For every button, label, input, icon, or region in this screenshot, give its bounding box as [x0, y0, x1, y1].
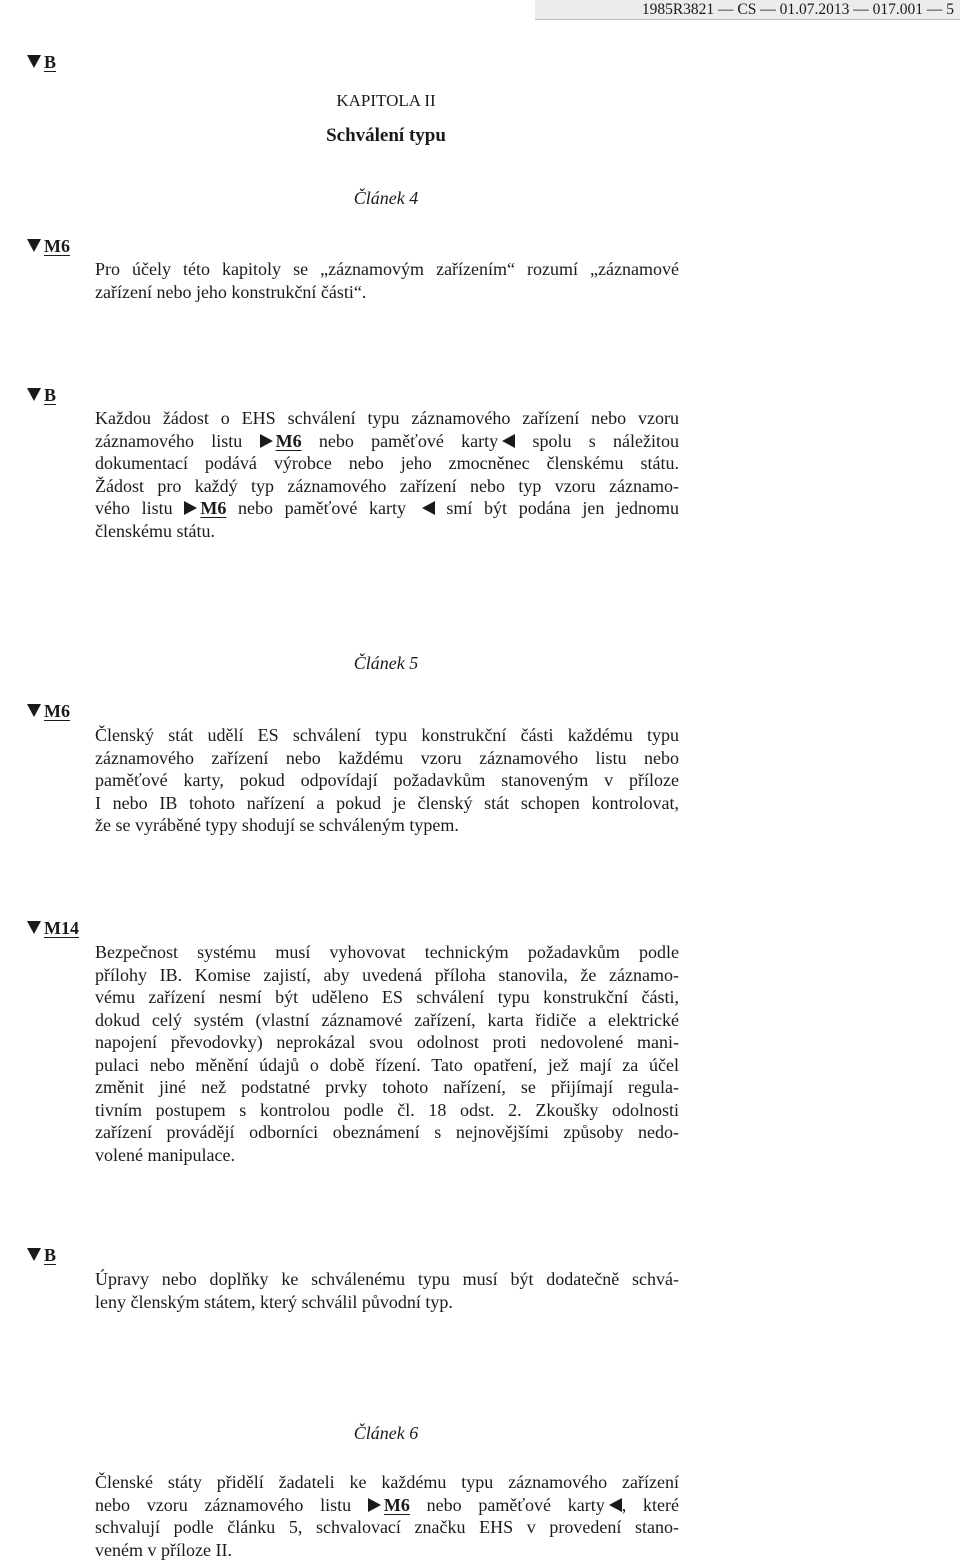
triangle-down-icon	[27, 1248, 41, 1261]
article-4-heading: Článek 4	[353, 188, 419, 208]
triangle-down-icon	[27, 55, 41, 68]
amendment-marker-b: B	[27, 385, 56, 405]
paragraph-article-5: Členský stát udělí ES schválení typu konstrukční části každému typu záznamového zařízení nebo každému vzoru záznamového listu nebo paměťové karty, pokud odpovídají požadavkům stanoveným v příloze I nebo IB tohoto nařízení a pokud je členský stát schopen kontrolovat, že se vyráběné typy shodují se schváleným typem.	[95, 725, 679, 835]
triangle-down-icon	[27, 388, 41, 401]
arrow-right-icon	[184, 501, 197, 515]
paragraph-article-4: Pro účely této kapitoly se „záznamovým zařízením“ rozumí „záznamové zařízení nebo jeho konstrukční části“.	[95, 259, 679, 302]
page-header: 1985R3821 — CS — 01.07.2013 — 017.001 — 5	[535, 0, 960, 20]
amendment-marker-m6: M6	[27, 236, 70, 256]
paragraph-security: Bezpečnost systému musí vyhovovat technickým požadavkům podle přílohy IB. Komise zajistí, aby uvedená příloha stanovila, že záznamo- vému zařízení nesmí být uděleno ES schválení typu konstrukční části, dokud celý systém (vlastní záznamové zařízení, karta řidiče a elektrické napojení převodovky) neprokázal svou odolnost proti nedovolené mani- pulaci nebo měnění údajů o době řízení. Tato opatření, jež mají za účel změnit jiné než podstatné prvky tohoto nařízení, se přijímají regula- tivním postupem s kontrolou podle čl. 18 odst. 2. Zkoušky odolnosti zařízení provádějí odborníci obeznámení s nejnovějšími způsoby nedo- volené manipulace.	[95, 942, 679, 1165]
chapter-label: KAPITOLA II	[336, 91, 436, 110]
chapter-title: Schválení typu	[326, 125, 446, 146]
amendment-marker-m14: M14	[27, 918, 79, 938]
paragraph-article-6: Členské státy přidělí žadateli ke každému typu záznamového zařízení nebo vzoru záznamového listu M6 nebo paměťové karty , které schvalují podle článku 5, schvalovací značku EHS v provedení stano- veném v příloze II.	[95, 1472, 679, 1560]
paragraph-application: Každou žádost o EHS schválení typu záznamového zařízení nebo vzoru záznamového listu M6 nebo paměťové karty spolu s náležitou dokumentací podává výrobce nebo jeho zmocněnec členskému státu. Žádost pro každý typ záznamového zařízení nebo typ vzoru záznamo- vého listu M6 nebo paměťové karty smí být podána jen jednomu členskému státu.	[95, 408, 680, 541]
arrow-left-icon	[609, 1498, 622, 1512]
arrow-left-icon	[422, 501, 435, 515]
article-6-heading: Článek 6	[353, 1423, 419, 1443]
article-5-heading: Článek 5	[353, 653, 419, 673]
amendment-marker-b: B	[27, 52, 56, 72]
arrow-right-icon	[368, 1498, 381, 1512]
triangle-down-icon	[27, 239, 41, 252]
arrow-right-icon	[260, 434, 273, 448]
amendment-ref: M6	[368, 1495, 410, 1515]
triangle-down-icon	[27, 704, 41, 717]
amendment-ref: M6	[184, 498, 226, 518]
amendment-marker-m6: M6	[27, 701, 70, 721]
arrow-left-icon	[502, 434, 515, 448]
paragraph-modifications: Úpravy nebo doplňky ke schválenému typu musí být dodatečně schvá- leny členským státem, který schválil původní typ.	[95, 1269, 679, 1312]
amendment-marker-b: B	[27, 1245, 56, 1265]
triangle-down-icon	[27, 921, 41, 934]
amendment-ref: M6	[260, 431, 302, 451]
